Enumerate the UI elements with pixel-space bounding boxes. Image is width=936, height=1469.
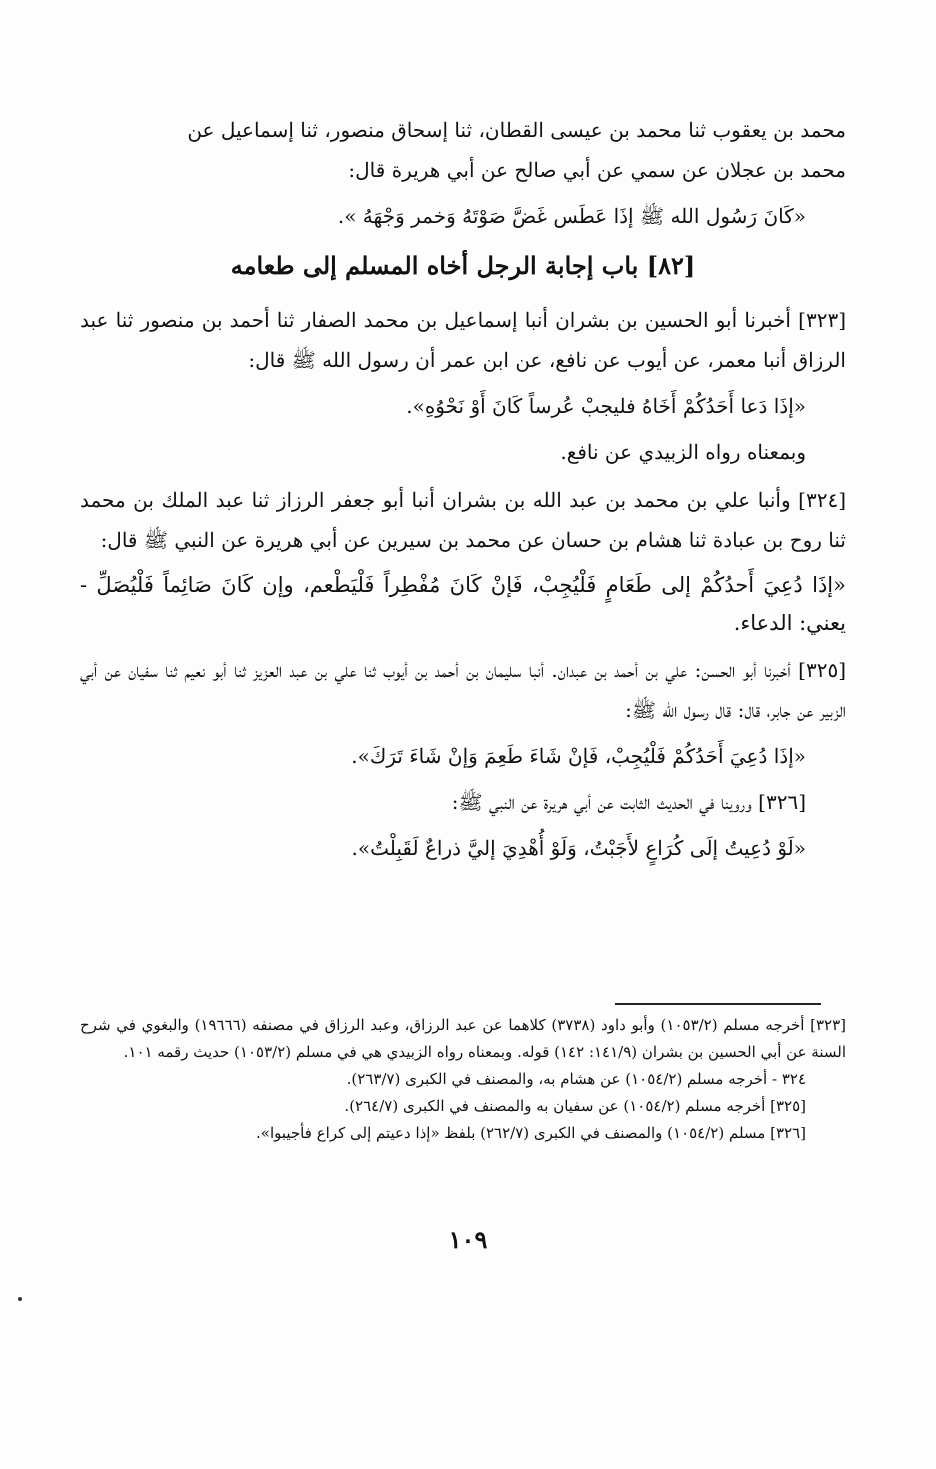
chapter-heading: [٨٢] باب إجابة الرجل أخاه المسلم إلى طعامه [230, 251, 696, 280]
hadith-326-text: «لَوْ دُعِيتُ إلَى كُرَاعٍ لأَجَبْتُ، وَلَوْ أُهْدِيَ إليَّ ذراعٌ لَقَبِلْتُ». [351, 836, 806, 860]
footnote-326: [٣٢٦] مسلم (١٠٥٤/٢) والمصنف في الكبرى (٢٦٢/٧) بلفظ «إذا دعيتم إلى كراع فأجيبوا». [256, 1124, 806, 1142]
entry-324: [٣٢٤] وأنبا علي بن محمد بن عبد الله بن بشران أنبا أبو جعفر الرزاز ثنا عبد الملك بن محمد ثنا روح بن عبادة ثنا هشام بن حسان عن محمد بن سيرين عن أبي هريرة عن النبي ﷺ قال: [80, 488, 846, 552]
footnote-separator [615, 1003, 821, 1005]
footnotes [80, 1012, 846, 1147]
main-text [80, 110, 846, 874]
hadith-322-text: «كَانَ رَسُول الله ﷺ إذَا عَطَس غَضَّ صَوْتَهُ وَخمر وَجْهَهُ ». [337, 204, 806, 228]
hadith-324-text: «إذَا دُعِيَ أَحدُكُمْ إلى طَعَامٍ فَلْيُجِبْ، فَإنْ كَانَ مُفْطِراً فَلْيَطْعم، وإن كَانَ صَائِماً فَلْيُصَلِّ - يعني: الدعاء. [80, 573, 846, 635]
entry-323: [٣٢٣] أخبرنا أبو الحسين بن بشران أنبا إسماعيل بن محمد الصفار ثنا أحمد بن منصور ثنا عبد الرزاق أنبا معمر، عن أيوب عن نافع، عن ابن عمر أن رسول الله ﷺ قال: [80, 308, 846, 372]
entry-325: [٣٢٥] أخبرنا أبو الحسن: علي بن أحمد بن عبدان. أنبا سليمان بن أحمد بن أيوب ثنا علي بن عبد العزيز ثنا أبو نعيم ثنا سفيان عن أبي الزبير عن جابر، قال: قال رسول الله ﷺ: [80, 658, 846, 722]
entry-326: [٣٢٦] وروينا في الحديث الثابت عن أبي هريرة عن النبي ﷺ: [451, 790, 806, 814]
footnote-325: [٣٢٥] أخرجه مسلم (١٠٥٤/٢) عن سفيان به والمصنف في الكبرى (٢٦٤/٧). [344, 1097, 806, 1115]
footnote-323: [٣٢٣] أخرجه مسلم (١٠٥٣/٢) وأبو داود (٣٧٣٨) كلاهما عن عبد الرزاق، وعبد الرزاق في مصنفه (١٩٦٦٦) والبغوي في شرح السنة عن أبي الحسين بن بشران (١٤١/٩: ١٤٢) قوله. وبمعناه رواه الزبيدي هي في مسلم (١٠٥٣/٢) حديث رقمه ١٠١. [80, 1016, 847, 1061]
intro-line-2: محمد بن عجلان عن سمي عن أبي صالح عن أبي هريرة قال: [348, 158, 846, 182]
intro-line-1: محمد بن يعقوب ثنا محمد بن عيسى القطان، ثنا إسحاق منصور، ثنا إسماعيل عن [187, 118, 846, 142]
page-number: ١٠٩ [448, 1225, 488, 1254]
hadith-323-text: «إذَا دَعا أَحَدُكُمْ أَخَاهُ فليجبْ عُرساً كَانَ أَوْ نَحْوُهِ». [406, 394, 806, 418]
footnote-324: ٣٢٤ - أخرجه مسلم (١٠٥٤/٢) عن هشام به، والمصنف في الكبرى (٢٦٣/٧). [346, 1070, 806, 1088]
note-323: وبمعناه رواه الزبيدي عن نافع. [560, 440, 806, 464]
scan-speck [18, 1297, 22, 1301]
hadith-325-text: «إذَا دُعِيَ أَحَدُكُمْ فَلْيُجِبْ، فَإنْ شَاءَ طَعِمَ وَإنْ شَاءَ تَرَكَ». [351, 744, 806, 768]
